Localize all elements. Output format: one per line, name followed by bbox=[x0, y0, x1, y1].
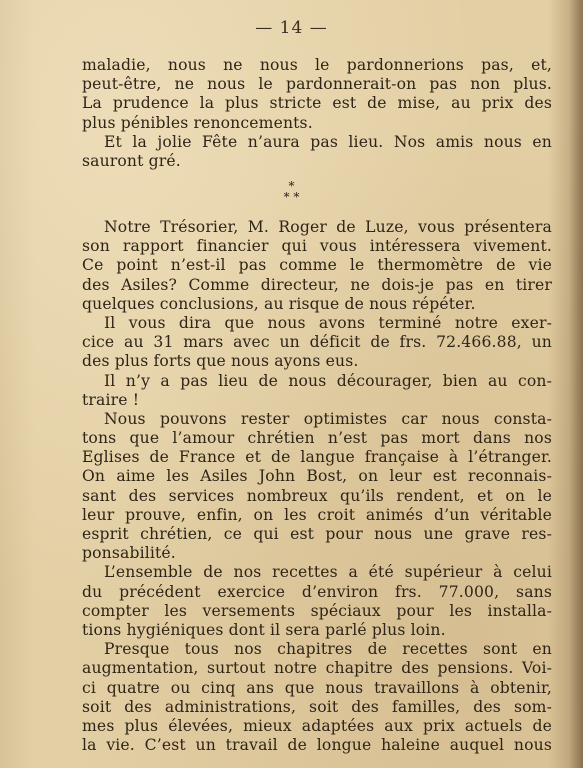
text-line: compter les versements spéciaux pour les installa- bbox=[82, 601, 552, 620]
text-line: Et la jolie Fête n’aura pas lieu. Nos amis nous en bbox=[104, 132, 552, 151]
page-number: — 14 — bbox=[255, 18, 328, 38]
text-line: maladie, nous ne nous le pardonnerions pas, et, bbox=[82, 56, 552, 74]
paragraph-block-main bbox=[82, 218, 552, 755]
text-line: Il n’y a pas lieu de nous décourager, bien au con- bbox=[104, 371, 552, 390]
text-line: quelques conclusions, au risque de nous répéter. bbox=[82, 294, 476, 313]
text-line: Presque tous nos chapitres de recettes sont en bbox=[104, 640, 552, 659]
text-line: tions hygiéniques dont il sera parlé plus loin. bbox=[82, 620, 446, 639]
text-line: des plus forts que nous ayons eus. bbox=[82, 352, 359, 371]
text-line: mes plus élevées, mieux adaptées aux prix actuels de bbox=[82, 716, 552, 735]
text-line: cice au 31 mars avec un déficit de frs. 72.466.88, un bbox=[82, 333, 552, 352]
text-line: ci quatre ou cinq ans que nous travaillons à obtenir, bbox=[82, 678, 552, 697]
paragraph-block-top bbox=[82, 56, 552, 171]
asterism-top-star: * bbox=[288, 179, 295, 193]
text-line: Eglises de France et de langue française à l’étranger. bbox=[82, 448, 552, 467]
text-line: la vie. C’est un travail de longue haleine auquel nous bbox=[82, 736, 552, 755]
text-line: sauront gré. bbox=[82, 151, 181, 170]
text-line: peut-être, ne nous le pardonnerait-on pas non plus. bbox=[82, 75, 552, 94]
text-line: leur prouve, enfin, on les croit animés d’un véritable bbox=[82, 505, 552, 524]
page-edge-shadow bbox=[569, 0, 583, 768]
text-line: La prudence la plus stricte est de mise, au prix des bbox=[82, 94, 552, 113]
text-line: plus pénibles renoncements. bbox=[82, 113, 313, 132]
text-line: Notre Trésorier, M. Roger de Luze, vous présentera bbox=[104, 218, 552, 236]
text-line: ponsabilité. bbox=[82, 544, 176, 563]
text-line: du précédent exercice d’environ frs. 77.000, sans bbox=[82, 582, 552, 601]
text-line: traire ! bbox=[82, 390, 140, 409]
text-line: des Asiles? Comme directeur, ne dois-je pas en tirer bbox=[82, 275, 552, 294]
text-line: tons que l’amour chrétien n’est pas mort dans nos bbox=[82, 429, 552, 448]
text-line: On aime les Asiles John Bost, on leur est reconnais- bbox=[82, 467, 552, 486]
text-line: sant des services nombreux qu’ils rendent, et on le bbox=[82, 486, 552, 505]
text-line: Il vous dira que nous avons terminé notre exer- bbox=[104, 313, 552, 332]
text-line: augmentation, surtout notre chapitre des pensions. Voi- bbox=[82, 659, 552, 678]
text-line: soit des administrations, soit des familles, des som- bbox=[82, 697, 552, 716]
text-line: son rapport financier qui vous intéressera vivement. bbox=[82, 237, 552, 256]
text-line: esprit chrétien, ce qui est pour nous une grave res- bbox=[82, 525, 552, 543]
text-line: Ce point n’est-il pas comme le thermomètre de vie bbox=[82, 256, 552, 275]
text-line: Nous pouvons rester optimistes car nous consta- bbox=[104, 409, 552, 428]
asterism-bottom-stars: * * bbox=[283, 190, 300, 204]
text-line: L’ensemble de nos recettes a été supérieur à celui bbox=[104, 563, 552, 582]
